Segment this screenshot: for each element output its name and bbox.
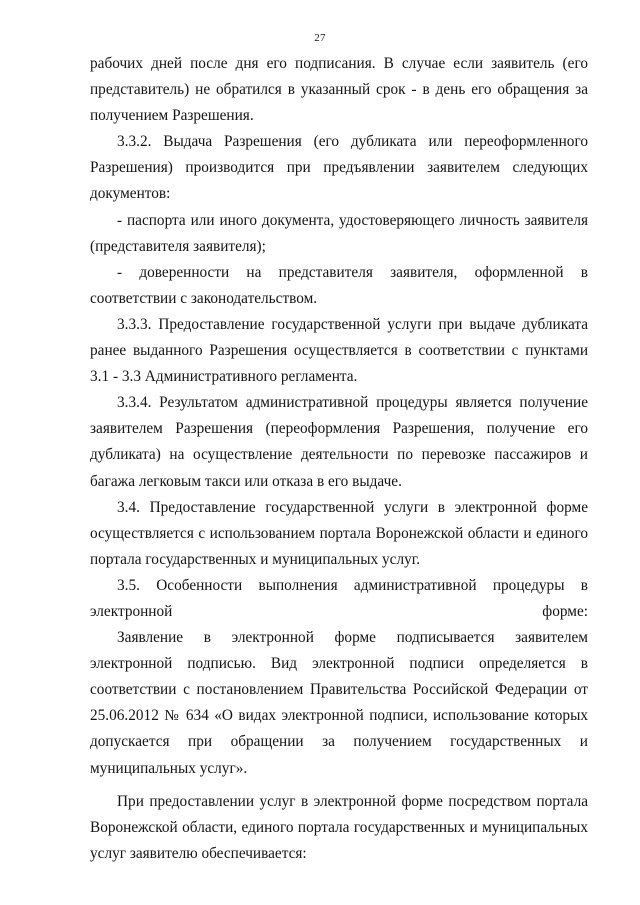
page-number: 27 [314,32,326,44]
paragraph-3-3-3: 3.3.3. Предоставление государственной услуги при выдаче дубликата ранее выданного Разрешения осуществляется в соответствии с пунктами 3.1 - 3.3 Административного регламента. [90,315,588,386]
paragraph-3-5: 3.5. Особенности выполнения административной процедуры в электронной форме: [90,576,588,620]
paragraph-3-3-4: 3.3.4. Результатом административной процедуры является получение заявителем Разрешения (переоформления Разрешения, получение его дубликата) на осуществление деятельности по перевозке пассажиров и багажа легковым такси или отказа в его выдаче. [90,394,588,490]
paragraph-3-4: 3.4. Предоставление государственной услуги в электронной форме осуществляется с использованием портала Воронежской области и единого портала государственных и муниципальных услуг. [90,498,588,568]
list-item-power-of-attorney: - доверенности на представителя заявителя, оформленной в соответствии с законодательством. [90,263,588,307]
paragraph-electronic-signature: Заявление в электронной форме подписывается заявителем электронной подписью. Вид электронной подписи определяется в соответствии с постановлением Правительства Российской Федерации от 25.06.2012 № 634 «О видах электронной подписи, использование которых допускается при обращении за получением государственных и муниципальных услуг». [90,629,588,777]
paragraph-portal-services: При предоставлении услуг в электронной форме посредством портала Воронежской области, единого портала государственных и муниципальных услуг заявителю обеспечивается: [90,792,588,862]
paragraph-3-3-2: 3.3.2. Выдача Разрешения (его дубликата или переоформленного Разрешения) производится при предъявлении заявителем следующих документов: [90,133,588,203]
list-item-passport: - паспорта или иного документа, удостоверяющего личность заявителя (представителя заявителя); [90,211,588,255]
document-body [90,51,588,867]
paragraph-continuation: рабочих дней после дня его подписания. В случае если заявитель (его представитель) не обратился в указанный срок - в день его обращения за получением Разрешения. [90,55,588,125]
